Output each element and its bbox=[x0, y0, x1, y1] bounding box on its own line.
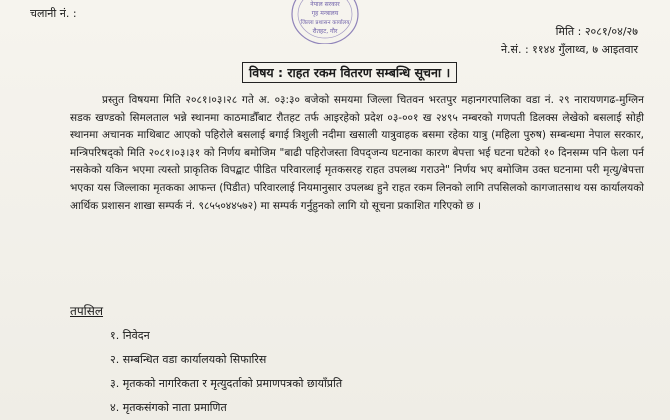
svg-text:रौतहट, गौर: रौतहट, गौर bbox=[312, 28, 338, 35]
svg-text:नेपाल सरकार: नेपाल सरकार bbox=[310, 1, 340, 8]
list-item: ३. मृतकको नागरिकता र मृत्युदर्ताको प्रमाणपत्रको छायाँप्रति bbox=[110, 377, 343, 390]
notice-body bbox=[70, 92, 644, 215]
nepal-sambat-line: ने.सं. : ११४४ गुँलाथ्व, ७ आइतवार bbox=[500, 43, 638, 56]
document-list bbox=[110, 324, 342, 420]
tapsil-heading: तपसिल bbox=[70, 304, 104, 318]
office-seal bbox=[290, 0, 360, 44]
subject-heading: विषय : राहत रकम वितरण सम्बन्धि सूचना । bbox=[242, 62, 457, 83]
svg-text:गृह मन्त्रालय: गृह मन्त्रालय bbox=[311, 10, 339, 17]
date-line: मिति : २०८१/०४/२७ bbox=[555, 25, 638, 38]
list-item: ४. मृतकसंगको नाता प्रमाणित bbox=[110, 401, 227, 414]
dispatch-number-label: चलानी नं. : bbox=[30, 7, 77, 20]
svg-text:जिल्ला प्रशासन कार्यालय: जिल्ला प्रशासन कार्यालय bbox=[300, 20, 350, 26]
list-item: २. सम्बन्धित वडा कार्यालयको सिफारिस bbox=[110, 353, 267, 366]
notice-body-text: प्रस्तुत विषयमा मिति २०८१।०३।२८ गते अ. ०३:३० बजेको समयमा जिल्ला चितवन भरतपुर महानगरपालिका वडा नं. २९ नारायणगढ-मुग्लिन सडक खण्डको सिमलताल भन्ने स्थानमा काठमाडौँबाट रौतहट तर्फ आइरहेको प्रदेश ०३-००१ ख २४९५ नम्बरको गणपती डिलक्स लेखेको बसलाई सोही स्थानमा अचानक माथिबाट आएको पहिरोले बसलाई बगाई त्रिशुली नदीमा खसाली यात्रुवाहक बसमा रहेका यात्रु (महिला पुरुष) सम्बन्धमा नेपाल सरकार, मन्त्रिपरिषद्को मिति २०८१।०३।३१ को निर्णय बमोजिम "बाढी पहिरोजस्ता विपद्जन्य घटनाका कारण बेपत्ता भई घटना घटेको १० दिनसम्म पनि फेला पर्न नसकेको यकिन भएमा त्यस्तो प्राकृतिक विपद्बाट पीडित परिवारलाई मृतकसरह राहत उपलब्ध गराउने" निर्णय भए बमोजिम उक्त घटनामा परी मृत्यु/बेपत्ता भएका यस जिल्लाका मृतकका आफन्त (पिडीत) परिवारलाई नियमानुसार उपलब्ध हुने राहत रकम लिनको लागि तपसिलको कागजातसाथ यस कार्यालयको आर्थिक प्रशासन शाखा सम्पर्क नं. ९८५५०४४५७२) मा सम्पर्क गर्नुहुनको लागि यो सूचना प्रकाशित गरिएको छ । bbox=[70, 94, 644, 212]
list-item: १. निवेदन bbox=[110, 329, 150, 342]
